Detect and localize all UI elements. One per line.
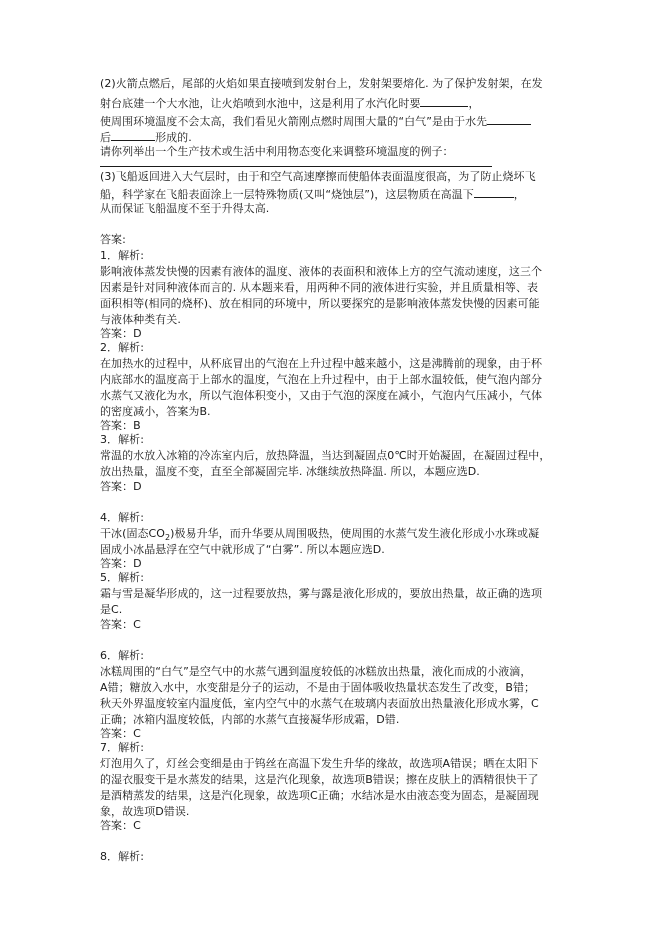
solution-1-heading: 1．解析: — [100, 249, 144, 262]
solution-2-text: 的密度减小，答案为B. — [100, 405, 211, 418]
solution-6-heading: 6．解析: — [100, 649, 144, 662]
answers-heading: 答案: — [100, 233, 126, 246]
solution-5-text: 霜与雪是凝华形成的，这一过程要放热，雾与露是液化形成的，要放出热量，故正确的选项 — [100, 587, 542, 600]
solution-2-text: 内底部水的温度高于上部水的温度，气泡在上升过程中，由于上部水温较低，使气泡内部分 — [100, 373, 542, 386]
solution-4-answer: 答案：D — [100, 557, 142, 570]
solution-8-heading: 8．解析: — [100, 850, 144, 863]
q2-line-3: 使周围环境温度不会太高，我们看见火箭刚点燃时周围大量的“白气”是由于水先 — [100, 113, 531, 129]
solution-6-answer: 答案：C — [100, 727, 141, 740]
q2-line-1: (2)火箭点燃后，尾部的火焰如果直接喷到发射台上，发射架要熔化. 为了保护发射架，在发 — [100, 77, 543, 90]
solution-2-text: 在加热水的过程中，从杯底冒出的气泡在上升过程中越来越小，这是沸腾前的现象，由于杯 — [100, 357, 542, 370]
solution-4-text: 干冰(固态$CO_2$)极易升华，而升华要从周围吸热，使周围的水蒸气发生液化形成小水珠或凝 — [100, 527, 540, 543]
answer-blank — [487, 113, 531, 125]
solution-5-heading: 5．解析: — [100, 571, 144, 584]
solution-1-text: 与液体种类有关. — [100, 313, 181, 326]
q3-line-3: 从而保证飞船温度不至于升得太高. — [100, 202, 270, 215]
answer-blank — [111, 129, 155, 141]
solution-3-text: 放出热量，温度不变，直至全部凝固完毕. 冰继续放热降温. 所以，本题应选D. — [100, 465, 480, 478]
answer-blank — [474, 186, 514, 198]
solution-2-text: 水蒸气又液化为水，所以气泡体积变小，又由于气泡的深度在减小，气泡内气压减小，气体 — [100, 389, 542, 402]
q3-line-1: (3)飞船返回进入大气层时，由于和空气高速摩擦而使船体表面温度很高，为了防止烧坏飞 — [100, 170, 536, 183]
solution-3-heading: 3．解析: — [100, 433, 144, 446]
solution-1-answer: 答案：D — [100, 327, 142, 340]
solution-5-answer: 答案：C — [100, 618, 141, 631]
q3-line-2: 船，科学家在飞船表面涂上一层特殊物质(又叫“烧蚀层”)，这层物质在高温下 ， — [100, 188, 525, 201]
solution-1-text: 影响液体蒸发快慢的因素有液体的温度、液体的表面积和液体上方的空气流动速度，这三个 — [100, 265, 542, 278]
solution-7-text: 的湿衣服变干是水蒸发的结果，这是汽化现象，故选项B错误；擦在皮肤上的酒精很快干了 — [100, 773, 539, 786]
solution-6-text: 正确；冰箱内温度较低，内部的水蒸气直接凝华形成霜，D错. — [100, 713, 400, 726]
solution-7-text: 是酒精蒸发的结果，这是汽化现象，故选项C正确；水结冰是水由液态变为固态，是凝固现 — [100, 789, 539, 802]
solution-6-text: A错；糖放入水中，水变甜是分子的运动，不是由于固体吸收热量状态发生了改变，B错； — [100, 681, 536, 694]
solution-7-text: 灯泡用久了，灯丝会变细是由于钨丝在高温下发生升华的缘故，故选项A错误；晒在太阳下 — [100, 757, 539, 770]
solution-1-text: 因素是针对同种液体而言的. 从本题来看，用两种不同的液体进行实验，并且质量相等、表 — [100, 281, 539, 294]
solution-7-answer: 答案：C — [100, 819, 141, 832]
solution-6-text: 冰糕周围的“白气”是空气中的水蒸气遇到温度较低的冰糕放出热量，液化而成的小液滴， — [100, 665, 532, 678]
answer-line — [100, 166, 492, 167]
solution-5-text: 是C. — [100, 603, 123, 616]
solution-2-heading: 2．解析: — [100, 341, 144, 354]
solution-7-heading: 7．解析: — [100, 741, 144, 754]
q2-line-4: 后 形成的. — [100, 131, 192, 144]
solution-3-text: 常温的水放入冰箱的冷冻室内后，放热降温，当达到凝固点0℃时开始凝固，在凝固过程中， — [100, 449, 551, 462]
q2-line-2: 射台底建一个大水池，让火焰喷到水池中，这是利用了水汽化时要 ， — [100, 97, 480, 110]
solution-2-answer: 答案：B — [100, 419, 141, 432]
answer-blank — [420, 95, 468, 107]
solution-3-answer: 答案：D — [100, 480, 142, 493]
solution-7-text: 象，故选项D错误. — [100, 805, 190, 818]
solution-4-heading: 4．解析: — [100, 511, 144, 524]
solution-1-text: 面积相等(相同的烧杯)、放在相同的环境中，所以要探究的是影响液体蒸发快慢的因素可能 — [100, 297, 540, 310]
solution-6-text: 秋天外界温度较室内温度低，室内空气中的水蒸气在玻璃内表面放出热量液化形成水雾，C — [100, 697, 539, 710]
solution-4-text: 固成小冰晶悬浮在空气中就形成了“白雾”. 所以本题应选D. — [100, 543, 385, 556]
q2-line-5: 请你列举出一个生产技术或生活中利用物态变化来调整环境温度的例子： — [100, 145, 454, 158]
